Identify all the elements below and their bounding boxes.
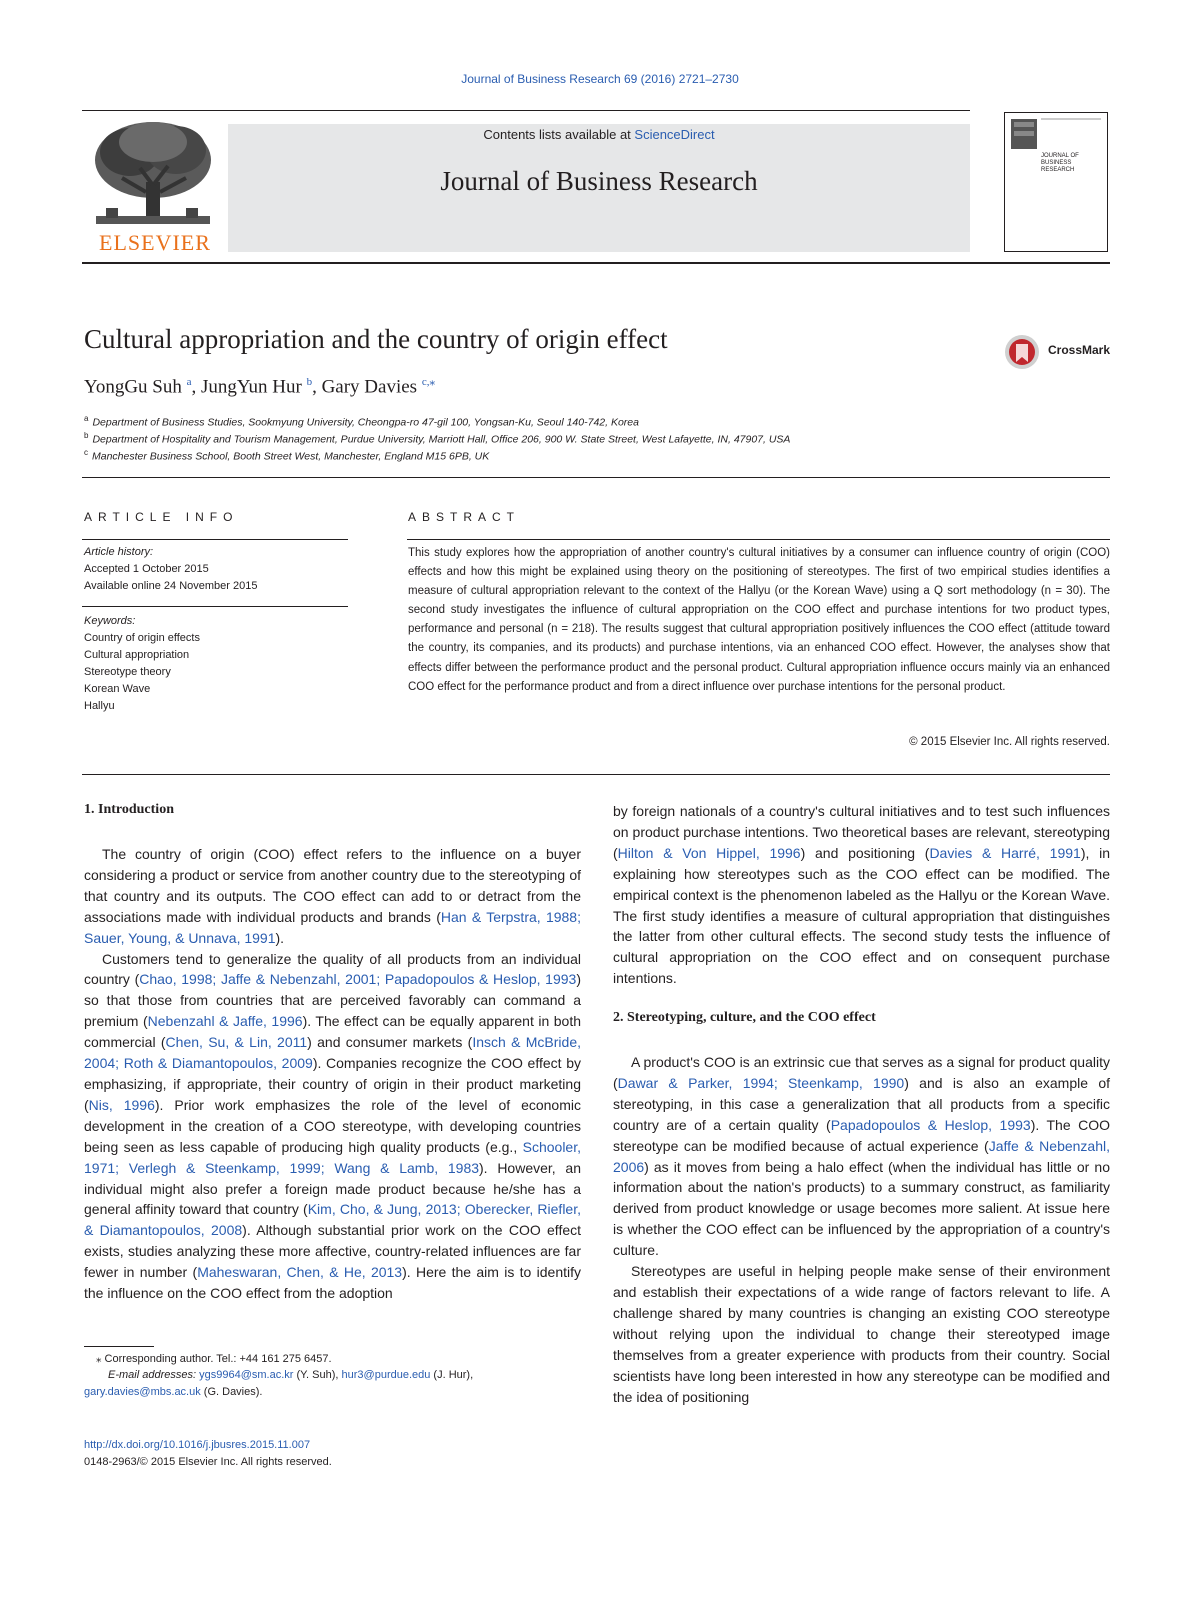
paragraph (84, 949, 581, 1304)
header-rule (82, 110, 970, 111)
elsevier-logo (82, 112, 224, 254)
keyword-item: Korean Wave (84, 683, 151, 695)
text-run: ) and is also an example of stereotyping, in this case a generalization that all products from a specific country are of a certain quality ( (613, 1074, 1110, 1133)
email-link[interactable]: hur3@purdue.edu (341, 1369, 431, 1381)
email-link[interactable]: ygs9964@sm.ac.kr (199, 1369, 294, 1381)
crossmark-icon (1004, 334, 1044, 370)
paragraph (613, 801, 1110, 989)
text-run: Customers tend to generalize the quality of all products from an individual country ( (84, 950, 581, 988)
affiliation-a (84, 414, 639, 429)
header-bottom-rule (82, 262, 1110, 264)
email-line (108, 1369, 473, 1381)
corresponding-author-note: ⁎ Corresponding author. Tel.: +44 161 275 6457. (96, 1353, 332, 1365)
text-run: A product's COO is an extrinsic cue that serves as a signal for product quality ( (613, 1054, 1110, 1091)
abstract-text: This study explores how the appropriation of another country's cultural initiatives by a consumer can influence country of origin (COO) effects and how this might be explained using theory on the positioning of stereotypes. The first of two empirical studies identifies a measure of cultural appropriation relevant to the context of the Hallyu (or the Korean Wave) using a Q sort methodology (n = 30). The second study investigates the influence of cultural appropriation on the COO effect and purchase intentions for two product types, performance and personal (n = 218). The results suggest that cultural appropriation positively influences the COO effect (attitude toward the country, its companies, and its products) and purchase intentions, via an enhanced COO effect. However, the analyses show that effects differ between the performance product and the personal product. Cultural appropriation influence occurs mainly via an enhanced COO effect for the performance product and from a direct influence over purchase intentions for the personal product. (408, 547, 1110, 693)
email-label: E-mail addresses: (108, 1369, 197, 1381)
affiliation-text: Department of Hospitality and Tourism Management, Purdue University, Marriott Hall, Office 206, 900 W. State Street, West Lafayette, IN, 47907, USA (92, 433, 791, 446)
citation-link[interactable]: Insch & McBride, 2004; Roth & Diamantopoulos, 2009 (84, 1034, 581, 1072)
text-run: by foreign nationals of a country's cultural initiatives and to test such influences on product purchase intentions. Two theoretical bases are relevant, stereotyping ( (613, 803, 1110, 861)
body-column-right-top (613, 801, 1110, 989)
citation-link[interactable]: Jaffe & Nebenzahl, 2006 (613, 1137, 1111, 1175)
keyword-item: Stereotype theory (84, 666, 171, 678)
author-list (84, 375, 435, 398)
citation-link[interactable]: Hilton & Von Hippel, 1996 (617, 844, 801, 861)
journal-reference[interactable]: Journal of Business Research 69 (2016) 2721–2730 (461, 72, 739, 86)
author-separator: , (312, 376, 317, 398)
keyword-item: Hallyu (84, 700, 115, 712)
author-mark[interactable]: a (186, 376, 192, 388)
author-name[interactable]: JungYun Hur (201, 376, 302, 398)
author-name[interactable]: Gary Davies (321, 376, 418, 398)
author-separator: , (191, 376, 197, 398)
keywords-rule (82, 606, 348, 607)
citation-link[interactable]: Dawar & Parker, 1994; Steenkamp, 1990 (617, 1074, 905, 1091)
section-heading-stereotyping: 2. Stereotyping, culture, and the COO effect (613, 1010, 876, 1025)
citation-link[interactable]: Chen, Su, & Lin, 2011 (165, 1034, 308, 1051)
author-mark[interactable]: b (306, 376, 313, 388)
text-run: ) so that those from countries that are perceived favorably can command a premium ( (84, 971, 581, 1030)
journal-title: Journal of Business Research (440, 166, 758, 196)
email-owner: (J. Hur), (430, 1369, 474, 1381)
contents-prefix: Contents lists available at (483, 127, 635, 142)
text-run: ). (275, 929, 285, 946)
journal-banner (228, 124, 970, 252)
keywords-label: Keywords: (84, 615, 136, 627)
section-heading-introduction: 1. Introduction (84, 802, 174, 817)
citation-link[interactable]: Papadopoulos & Heslop, 1993 (830, 1116, 1031, 1133)
citation-link[interactable]: Maheswaran, Chen, & He, 2013 (197, 1264, 403, 1281)
issn-line: 0148-2963/© 2015 Elsevier Inc. All rights reserved. (84, 1456, 332, 1468)
text-run: ) as it moves from being a halo effect (when the individual has little or no information about the nation's products) to a summary construct, as familiarity derived from product knowledge or usage becomes more salient. At issue here is whether the COO effect can be influenced by the appropriation of a country's culture. (613, 1158, 1110, 1259)
text-run: The country of origin (COO) effect refers to the influence on a buyer considering a product or service from another country due to the stereotyping of that country and its outputs. The COO effect can add to or detract from the associations made with individual products and brands ( (84, 846, 581, 925)
journal-cover-thumbnail (1004, 112, 1108, 252)
citation-link[interactable]: Chao, 1998; Jaffe & Nebenzahl, 2001; Papadopoulos & Heslop, 1993 (139, 971, 577, 988)
text-run: ). The effect can be equally apparent in both commercial ( (84, 1013, 582, 1051)
crossmark-badge[interactable] (1004, 334, 1116, 370)
text-run: ) and positioning ( (800, 844, 930, 861)
affiliation-mark: b (84, 431, 89, 440)
text-run: ). Companies recognize the COO effect by emphasizing, if appropriate, their country of origin in their product marketing ( (84, 1055, 581, 1113)
text-run: Stereotypes are useful in helping people make sense of their environment and establish their expectations of a wide range of factors relevant to life. A challenge shared by many countries is changing an existing COO stereotype without relying upon the individual to change their stereotyped image themselves from a greater experience with products from their country. Social scientists have long been interested in how any stereotype can be modified and the idea of positioning (613, 1263, 1110, 1405)
abstract-copyright: © 2015 Elsevier Inc. All rights reserved. (909, 736, 1110, 748)
body-column-right-bottom (613, 1052, 1110, 1407)
paragraph (613, 1052, 1110, 1261)
paragraph (84, 844, 581, 949)
text-run: ) and consumer markets ( (307, 1034, 473, 1051)
contents-line (228, 127, 970, 142)
text-run: ). Prior work emphasizes the role of the level of economic development in the creation of a COO stereotype, with developing countries being seen as less capable of producing high quality products (e.g., (84, 1096, 581, 1155)
history-label: Article history: (84, 546, 154, 558)
affiliation-c (84, 448, 489, 463)
affiliation-mark: a (84, 414, 89, 423)
abstract-heading: ABSTRACT (408, 510, 521, 524)
citation-link[interactable]: Nis, 1996 (88, 1096, 155, 1113)
email-line-2 (84, 1386, 262, 1398)
affiliation-text: Manchester Business School, Booth Street West, Manchester, England M15 6PB, UK (92, 450, 490, 463)
article-title: Cultural appropriation and the country of origin effect (84, 324, 668, 354)
body-column-left (84, 844, 581, 1304)
text-run: ), in explaining how stereotypes such as the COO effect can be modified. The empirical context is the phenomenon labeled as the Hallyu or the Korean Wave. The first study identifies a measure of cultural appropriation that distinguishes the latter from other cultural effects. The second study tests the influence of cultural appropriation on the COO effect and on consequent purchase intentions. (613, 844, 1110, 987)
sciencedirect-link[interactable]: ScienceDirect (634, 127, 715, 142)
title-block-rule (82, 477, 1110, 478)
abstract-rule (407, 539, 1110, 540)
abstract-bottom-rule (82, 774, 1110, 775)
publisher-wordmark: ELSEVIER (99, 230, 211, 255)
text-run: ). However, an individual might also prefer a foreign made product because he/she has a general affinity toward that country ( (84, 1159, 581, 1218)
author-mark[interactable]: c,⁎ (421, 376, 435, 388)
affiliation-text: Department of Business Studies, Sookmyung University, Cheongpa-ro 47-gil 100, Yongsan-Ku, Seoul 140-742, Korea (92, 416, 639, 429)
keyword-item: Country of origin effects (84, 632, 200, 644)
email-owner: (Y. Suh), (293, 1369, 342, 1381)
text-run: ). Here the aim is to identify the influence on the COO effect from the adoption (84, 1264, 581, 1302)
paragraph (613, 1261, 1110, 1407)
citation-link[interactable]: Schooler, 1971; Verlegh & Steenkamp, 1999; Wang & Lamb, 1983 (84, 1138, 581, 1176)
article-info-rule (82, 539, 348, 540)
affiliation-mark: c (84, 448, 88, 457)
affiliation-b (84, 431, 790, 446)
keyword-item: Cultural appropriation (84, 649, 190, 661)
email-owner: (G. Davies). (200, 1386, 263, 1398)
text-run: ). The COO stereotype can be modified because of actual experience ( (613, 1116, 1110, 1154)
accepted-date: Accepted 1 October 2015 (84, 563, 209, 575)
available-date: Available online 24 November 2015 (84, 580, 258, 592)
email-link[interactable]: gary.davies@mbs.ac.uk (84, 1386, 201, 1398)
article-info-heading: ARTICLE INFO (84, 510, 239, 524)
crossmark-label: CrossMark (1048, 343, 1111, 357)
doi-link[interactable]: http://dx.doi.org/10.1016/j.jbusres.2015.11.007 (84, 1439, 311, 1451)
cover-icon (1005, 113, 1107, 251)
author-name[interactable]: YongGu Suh (84, 376, 182, 398)
citation-link[interactable]: Nebenzahl & Jaffe, 1996 (147, 1013, 303, 1030)
text-run: ). Although substantial prior work on the COO effect exists, studies analyzing these more affective, country-related influences are far fewer in number ( (84, 1222, 582, 1281)
cover-title: JOURNAL OF BUSINESS RESEARCH (1041, 153, 1079, 173)
citation-link[interactable]: Davies & Harré, 1991 (929, 844, 1081, 861)
footnote-rule (84, 1346, 154, 1347)
citation-link[interactable]: Kim, Cho, & Jung, 2013; Oberecker, Riefler, & Diamantopoulos, 2008 (84, 1201, 581, 1239)
citation-link[interactable]: Han & Terpstra, 1988; Sauer, Young, & Unnava, 1991 (84, 908, 581, 946)
